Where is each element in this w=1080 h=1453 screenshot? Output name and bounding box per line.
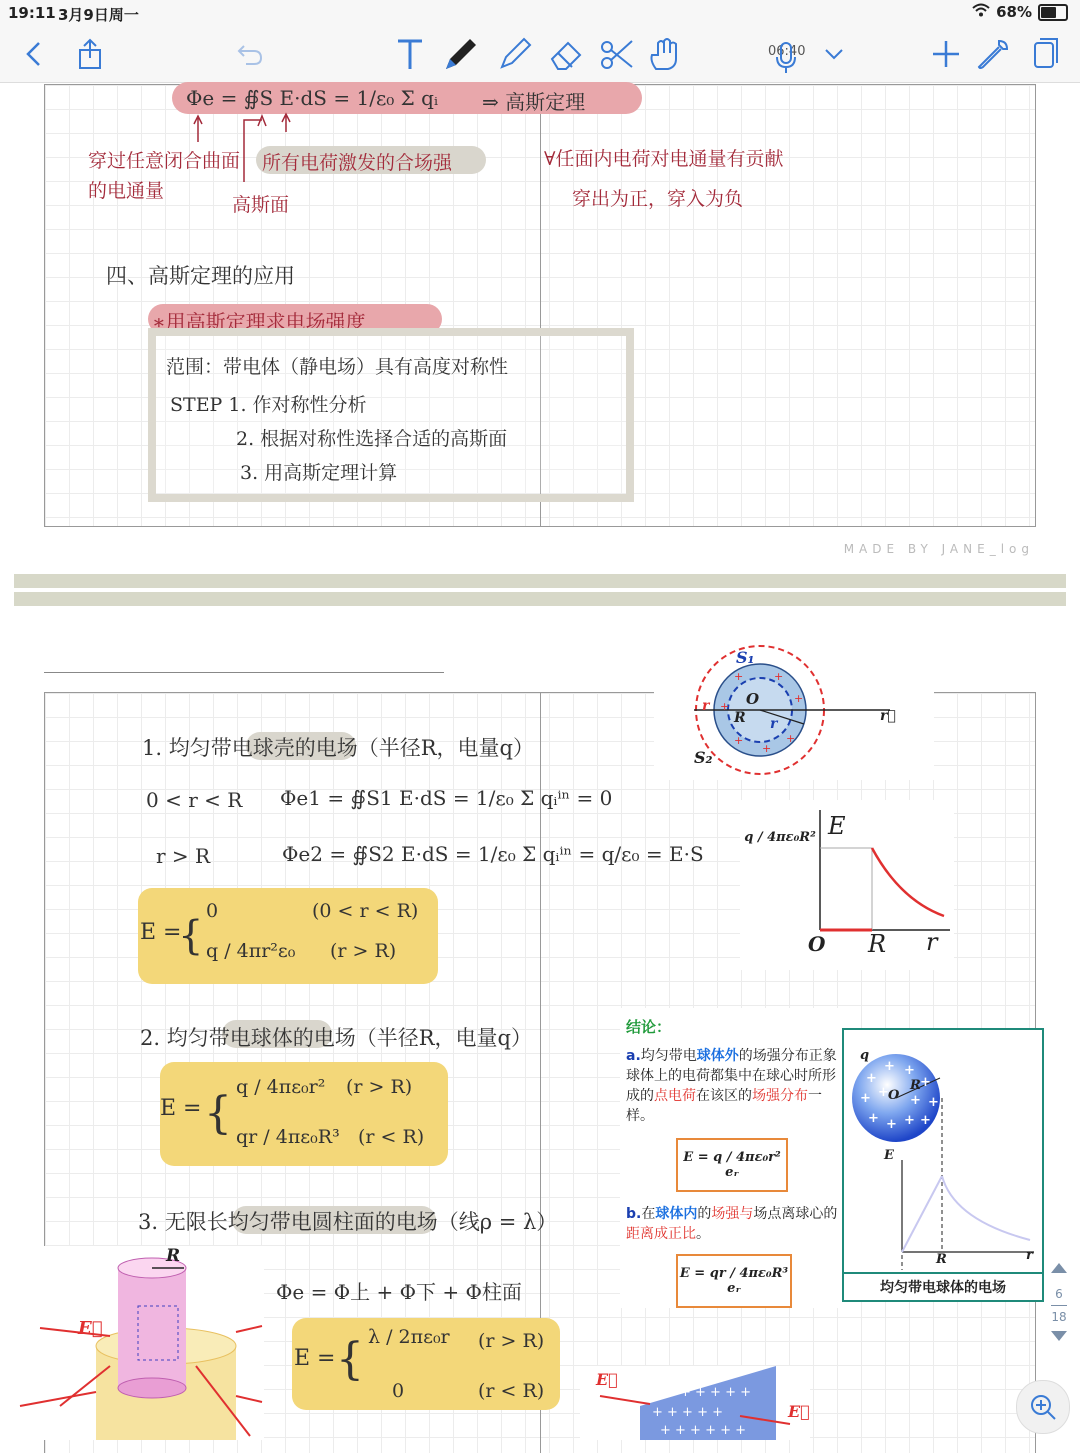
zoom-button[interactable] — [1016, 1380, 1070, 1434]
box-line-1: 范围：带电体（静电场）具有高度对称性 — [166, 356, 509, 378]
graph-origin: O — [808, 932, 826, 956]
box-E: E — [884, 1148, 894, 1163]
note-inside-charge: ∀任面内电荷对电通量有贡献 — [544, 148, 784, 170]
page-separator-top — [14, 574, 1066, 588]
box-O: O — [888, 1088, 900, 1103]
label-R: R — [734, 710, 746, 726]
svg-text:+: + — [866, 1071, 877, 1086]
item2-res-b: qr / 4πε₀R³ — [236, 1126, 340, 1148]
svg-text:+: + — [762, 742, 772, 755]
formula-b-box: E = qr / 4πε₀R³ eᵣ — [676, 1254, 792, 1308]
scissors-icon[interactable] — [598, 36, 634, 72]
status-right — [972, 3, 1068, 21]
svg-text:+ + + + +: + + + + + — [652, 1405, 723, 1420]
sphere-shell-diagram — [654, 640, 934, 780]
cylinder-figure — [0, 1246, 264, 1440]
item2-brace: { — [204, 1088, 232, 1139]
total-pages: 18 — [1051, 1310, 1067, 1324]
svg-text:+: + — [794, 692, 804, 705]
page2-rule — [44, 672, 444, 673]
microphone-icon[interactable] — [768, 40, 804, 76]
label-s1: S₁ — [736, 648, 755, 667]
svg-text:+ + + + + +: + + + + + + — [660, 1423, 747, 1438]
field-graph — [740, 800, 954, 970]
item1-brace: { — [178, 913, 204, 959]
battery-percent: 68% — [996, 3, 1032, 21]
item3-res-b-cond: (r < R) — [478, 1380, 545, 1402]
page-up-icon[interactable] — [1050, 1262, 1068, 1274]
svg-text:+ + + + +: + + + + + — [680, 1385, 751, 1400]
item3-res-b: 0 — [392, 1380, 405, 1402]
item1-title: 1. 均匀带电球壳的电场（半径R，电量q） — [142, 736, 534, 760]
item1-cond1: 0 < r < R — [146, 788, 243, 812]
pages-icon[interactable] — [1028, 36, 1064, 72]
back-icon[interactable] — [16, 36, 52, 72]
svg-text:+: + — [786, 732, 796, 745]
solid-sphere-box — [842, 1028, 1044, 1302]
page-down-icon[interactable] — [1050, 1330, 1068, 1342]
gauss-formula: Φe = ∯S E·dS = 1/ε₀ Σ qᵢ — [186, 86, 439, 110]
note-sign: 穿出为正，穿入为负 — [572, 188, 744, 210]
box-R-top: R — [910, 1078, 921, 1093]
graph-R: R — [868, 930, 887, 958]
highlighter-icon[interactable] — [496, 36, 532, 72]
status-date: 3月9日周一 — [58, 6, 139, 24]
svg-text:+: + — [904, 1113, 915, 1128]
item1-cond2: r > R — [156, 844, 211, 868]
svg-text:+: + — [920, 1075, 931, 1090]
svg-text:+: + — [878, 1085, 889, 1100]
formula-a-box: E = q / 4πε₀r² eᵣ — [676, 1138, 788, 1192]
svg-text:+: + — [860, 1091, 871, 1106]
svg-text:+: + — [734, 670, 744, 683]
note-gauss-surface: 高斯面 — [232, 194, 290, 216]
page-indicator[interactable] — [1038, 1262, 1080, 1358]
section-title: 四、高斯定理的应用 — [106, 264, 295, 288]
box-R: R — [936, 1252, 947, 1267]
item2-res-b-cond: (r < R) — [358, 1126, 425, 1148]
status-bar — [0, 0, 1080, 26]
item3-title: 3. 无限长均匀带电圆柱面的电场（线ρ = λ） — [138, 1210, 558, 1234]
item1-E: E = — [140, 920, 182, 945]
box-r: r — [1026, 1248, 1033, 1263]
item3-eq: Φe = Φ上 + Φ下 + Φ柱面 — [276, 1280, 522, 1304]
charged-plane-figure — [580, 1366, 810, 1440]
item1-res-b-cond: (r > R) — [330, 940, 397, 962]
undo-icon[interactable] — [232, 36, 268, 72]
svg-text:+: + — [884, 1059, 895, 1074]
item2-res-a: q / 4πε₀r² — [236, 1076, 326, 1098]
conclusion-panel — [620, 1008, 842, 1308]
gauss-theorem-label: ⇒ 高斯定理 — [482, 90, 586, 114]
item1-eq1: Φe1 = ∯S1 E·dS = 1/ε₀ Σ qᵢⁱⁿ = 0 — [280, 786, 613, 810]
item2-title: 2. 均匀带电球体的电场（半径R，电量q） — [140, 1026, 532, 1050]
item3-res-a: λ / 2πε₀r — [368, 1326, 450, 1348]
wifi-icon — [972, 3, 990, 21]
item2-res-a-cond: (r > R) — [346, 1076, 413, 1098]
current-page: 6 — [1055, 1287, 1063, 1301]
conclusion-title: 结论： — [626, 1018, 672, 1036]
battery-icon — [1038, 4, 1068, 21]
note-flux: 穿过任意闭合曲面的电通量 — [88, 150, 241, 202]
chevron-down-icon[interactable] — [816, 36, 852, 72]
label-s2: S₂ — [694, 748, 713, 767]
wrench-icon[interactable] — [976, 36, 1012, 72]
text-tool-icon[interactable] — [392, 36, 428, 72]
label-r: r — [770, 716, 778, 732]
plane-E-2: E⃗ — [788, 1402, 810, 1421]
item3-brace: { — [336, 1334, 364, 1385]
graph-xlabel: r — [926, 928, 938, 956]
share-icon[interactable] — [72, 36, 108, 72]
conclusion-b: b.在球体内的场强与场点离球心的距离成正比。 — [626, 1206, 838, 1242]
box-line-4: 3. 用高斯定理计算 — [240, 462, 398, 484]
label-rvec: r⃗ — [880, 708, 896, 724]
box-caption: 均匀带电球体的电场 — [844, 1272, 1042, 1300]
item1-eq2: Φe2 = ∯S2 E·dS = 1/ε₀ Σ qᵢⁱⁿ = q/ε₀ = E·S — [282, 842, 704, 866]
svg-text:+: + — [886, 1117, 897, 1132]
svg-text:+: + — [910, 1093, 921, 1108]
svg-text:+: + — [868, 1111, 879, 1126]
cyl-R: R — [166, 1246, 181, 1266]
graph-ylabel: E — [828, 812, 846, 840]
item1-res-a-cond: (0 < r < R) — [312, 900, 419, 922]
eraser-icon[interactable] — [548, 36, 584, 72]
graph-ytick: q / 4πε₀R² — [744, 830, 816, 845]
cyl-E: E⃗ — [78, 1318, 103, 1339]
zoom-in-icon — [1029, 1393, 1057, 1421]
box-line-3: 2. 根据对称性选择合适的高斯面 — [236, 428, 508, 450]
pen-icon[interactable] — [442, 36, 478, 72]
status-time: 19:11 — [8, 4, 56, 22]
svg-text:+: + — [904, 1063, 915, 1078]
item3-res-a-cond: (r > R) — [478, 1330, 545, 1352]
page-separator-bottom — [14, 592, 1066, 606]
box-q: q — [860, 1048, 870, 1063]
app-toolbar — [0, 26, 1080, 83]
box-line-2: STEP 1. 作对称性分析 — [170, 394, 367, 416]
item1-res-a: 0 — [206, 900, 219, 922]
item1-res-b: q / 4πr²ε₀ — [206, 940, 296, 962]
label-o: O — [746, 690, 760, 708]
svg-text:+: + — [774, 670, 784, 683]
subtitle: ∗用高斯定理求电场强度 — [152, 310, 366, 334]
recording-timer: 06:40 — [768, 44, 806, 59]
svg-text:+: + — [928, 1095, 939, 1110]
label-r-outer: r — [702, 698, 710, 714]
hand-icon[interactable] — [646, 36, 682, 72]
svg-text:+: + — [734, 734, 744, 747]
item3-E: E = — [294, 1346, 336, 1371]
item2-E: E = — [160, 1096, 202, 1121]
watermark: MADE BY JANE_log — [843, 542, 1034, 556]
plane-E-1: E⃗ — [596, 1370, 618, 1389]
conclusion-a: a.均匀带电球体外的场强分布正象球体上的电荷都集中在球心时所形成的点电荷在该区的场强分布一样。 — [626, 1048, 837, 1124]
note-field: 所有电荷激发的合场强 — [262, 152, 453, 174]
svg-text:+: + — [720, 700, 730, 713]
add-icon[interactable] — [928, 36, 964, 72]
svg-text:+: + — [920, 1113, 931, 1128]
